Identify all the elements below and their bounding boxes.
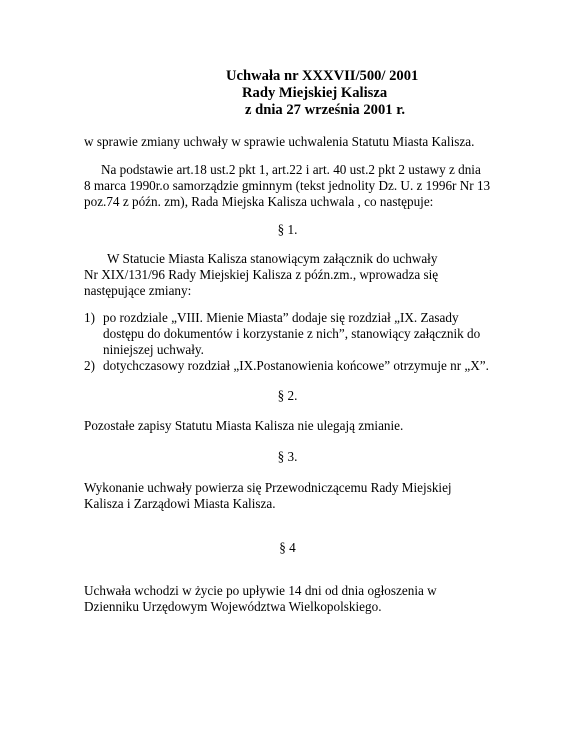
section-1-heading: § 1. xyxy=(277,222,298,237)
preamble-line: 8 marca 1990r.o samorządzie gminnym (tekst jednolity Dz. U. z 1996r Nr 13 xyxy=(84,178,491,193)
subject-line: w sprawie zmiany uchwały w sprawie uchwalenia Statutu Miasta Kalisza. xyxy=(84,134,475,149)
title-line-1: Uchwała nr XXXVII/500/ 2001 xyxy=(226,68,419,84)
list-item xyxy=(84,358,524,374)
section-1-intro-line: Nr XIX/131/96 Rady Miejskiej Kalisza z późn.zm., wprowadza się xyxy=(84,267,439,282)
section-4-heading: § 4 xyxy=(279,540,296,555)
section-3-line: Wykonanie uchwały powierza się Przewodniczącemu Rady Miejskiej xyxy=(84,480,452,495)
title-line-2: Rady Miejskiej Kalisza xyxy=(242,85,388,101)
list-item-line: dostępu do dokumentów i korzystanie z nich”, stanowiący załącznik do xyxy=(103,326,481,341)
list-item-line: niniejszej uchwały. xyxy=(103,342,204,357)
section-1-intro-line: W Statucie Miasta Kalisza stanowiącym załącznik do uchwały xyxy=(107,251,438,266)
section-1-intro xyxy=(84,251,514,299)
list-item xyxy=(84,310,524,358)
preamble xyxy=(84,162,514,210)
section-3-line: Kalisza i Zarządowi Miasta Kalisza. xyxy=(84,496,276,511)
section-2-heading: § 2. xyxy=(277,388,298,403)
section-2-text: Pozostałe zapisy Statutu Miasta Kalisza nie ulegają zmianie. xyxy=(84,418,404,433)
section-4-text xyxy=(84,583,514,615)
title-line-3: z dnia 27 września 2001 r. xyxy=(245,102,405,118)
list-item-number: 2) xyxy=(84,358,95,373)
preamble-line: poz.74 z późn. zm), Rada Miejska Kalisza uchwala , co następuje: xyxy=(84,194,434,209)
list-item-line: po rozdziale „VIII. Mienie Miasta” dodaje się rozdział „IX. Zasady xyxy=(103,310,459,325)
section-1-intro-line: następujące zmiany: xyxy=(84,283,192,298)
section-3-heading: § 3. xyxy=(277,449,298,464)
section-3-text xyxy=(84,480,514,512)
preamble-line: Na podstawie art.18 ust.2 pkt 1, art.22 i art. 40 ust.2 pkt 2 ustawy z dnia xyxy=(101,162,481,177)
list-item-number: 1) xyxy=(84,310,95,325)
section-4-line: Dzienniku Urzędowym Województwa Wielkopolskiego. xyxy=(84,599,382,614)
list-item-line: dotychczasowy rozdział „IX.Postanowienia końcowe” otrzymuje nr „X”. xyxy=(103,358,489,373)
section-4-line: Uchwała wchodzi w życie po upływie 14 dni od dnia ogłoszenia w xyxy=(84,583,437,598)
amendments-list xyxy=(84,310,524,374)
